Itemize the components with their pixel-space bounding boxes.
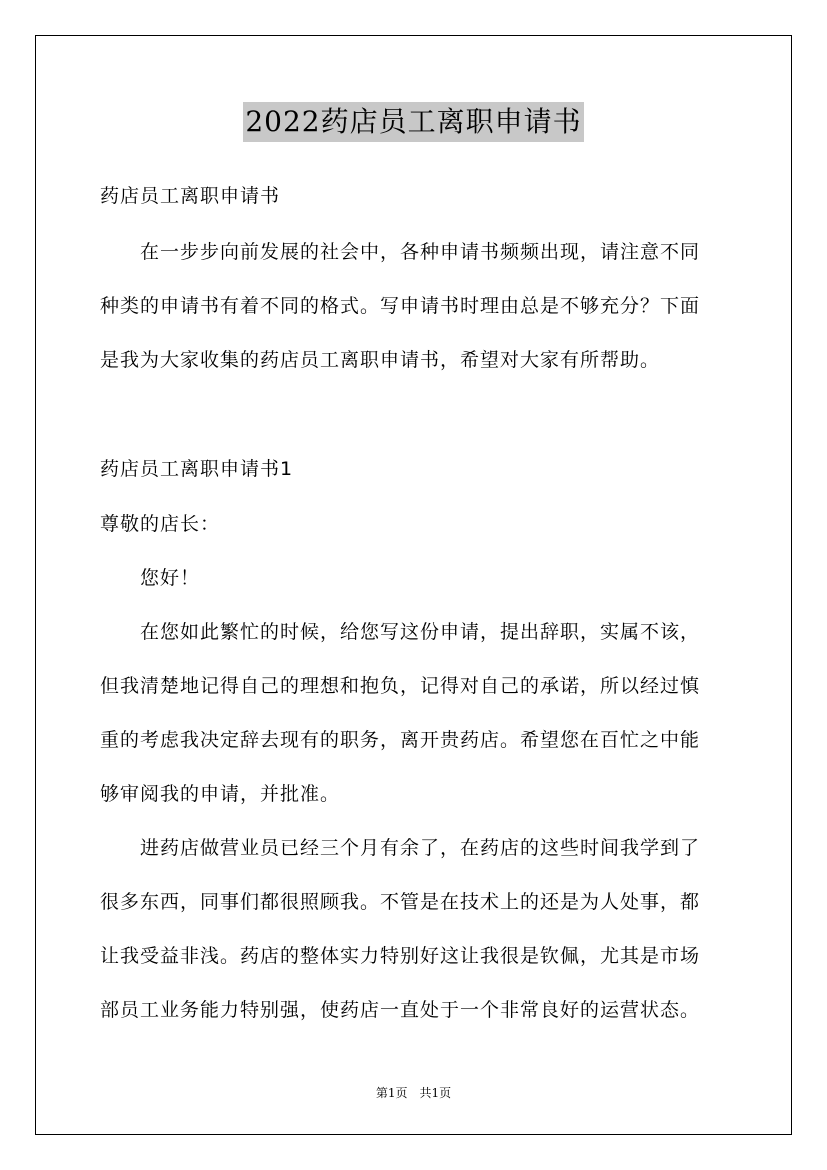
page-footer: 第1页 共1页: [375, 1086, 452, 1100]
title-container: [0, 102, 827, 142]
section-heading: 药店员工离职申请书1: [100, 458, 294, 480]
salutation: 尊敬的店长：: [100, 513, 221, 535]
body-line: 在您如此繁忙的时候，给您写这份申请，提出辞职，实属不该，: [100, 621, 701, 643]
body-line: 部员工业务能力特别强，使药店一直处于一个非常良好的运营状态。: [100, 999, 701, 1021]
body-line: 种类的申请书有着不同的格式。写申请书时理由总是不够充分？下面: [100, 295, 701, 317]
subheading: 药店员工离职申请书: [100, 185, 281, 207]
body-line: 重的考虑我决定辞去现有的职务，离开贵药店。希望您在百忙之中能: [100, 729, 701, 751]
document-title: 2022药店员工离职申请书: [243, 102, 583, 142]
body-line: 进药店做营业员已经三个月有余了，在药店的这些时间我学到了: [100, 837, 701, 859]
body-line: 让我受益非浅。药店的整体实力特别好这让我很是钦佩，尤其是市场: [100, 945, 701, 967]
body-line: 但我清楚地记得自己的理想和抱负，记得对自己的承诺，所以经过慎: [100, 675, 701, 697]
body-line: 够审阅我的申请，并批准。: [100, 783, 341, 805]
body-line: 是我为大家收集的药店员工离职申请书，希望对大家有所帮助。: [100, 349, 661, 371]
body-line: 很多东西，同事们都很照顾我。不管是在技术上的还是为人处事，都: [100, 891, 701, 913]
body-line: 在一步步向前发展的社会中，各种申请书频频出现，请注意不同: [100, 241, 701, 263]
greeting: 您好！: [100, 567, 201, 589]
